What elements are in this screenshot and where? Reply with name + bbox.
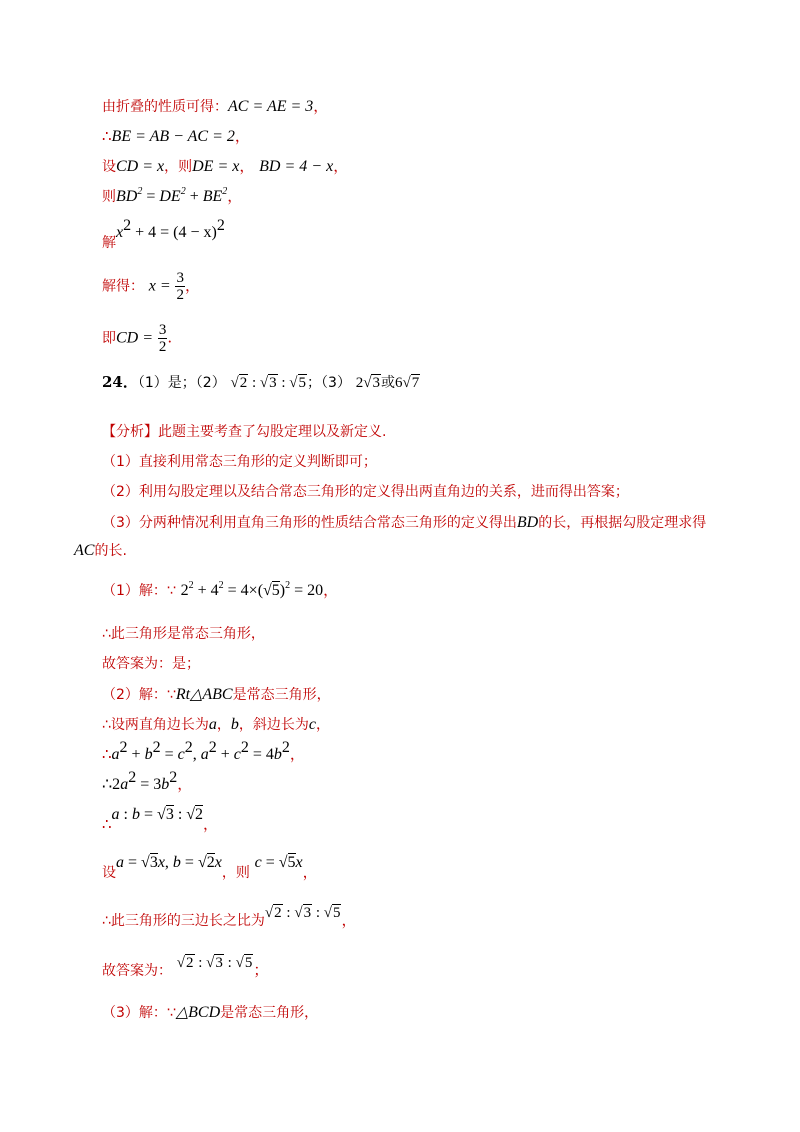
analysis-step-3	[102, 512, 706, 533]
text: 此三角形是常态三角形，	[110, 626, 265, 642]
sol1-conclusion: ∴此三角形是常态三角形，	[102, 626, 265, 642]
sol2-line-4: $\therefore 2a^2 = 3b^2$，	[102, 769, 193, 793]
line-pythag: 则$BD^2 = DE^2 + BE^2$，	[102, 186, 243, 205]
line-solve: 解$x^2 + 4 = (4 - x)^2$	[102, 217, 225, 251]
math-bd: BD = 4 − x	[259, 158, 334, 175]
text: ；（3）	[307, 375, 351, 391]
sol3-line-1	[102, 1002, 318, 1023]
text: （3）分两种情况利用直角三角形的性质结合常态三角形的定义得出	[102, 515, 517, 531]
punct: ，	[333, 157, 349, 175]
punct: ，	[239, 157, 255, 175]
text: （2）解：∵	[102, 687, 176, 703]
math-bd2: $BD^2$	[116, 186, 143, 205]
text: ，则	[164, 159, 193, 175]
question-number: 24．	[102, 373, 138, 391]
sol2-line-7: ∴此三角形的三边长之比为√2 : √3 : √5，	[102, 905, 357, 929]
punct: .	[167, 328, 173, 347]
sol2-line-8: 故答案为： √2 : √3 : √5；	[102, 955, 269, 979]
therefore: ∴	[102, 127, 112, 145]
sol2-line-3: $\therefore a^2 + b^2 = c^2$, $a^2 + c^2 = 4b^2$，	[102, 739, 305, 763]
sol2-line-5: ∴a : b = √3 : √2，	[102, 806, 219, 833]
math-eq: + 4 = (4 − x)	[131, 224, 217, 241]
answer-6sqrt7: 6√7	[394, 375, 420, 391]
math-de: DE = x	[192, 158, 240, 175]
text: 故答案为：	[102, 963, 172, 979]
fraction-3-2: $\frac{3}{2}$	[176, 270, 184, 303]
math-sum-squares: $2^2 + 4^2 = 4\times(√5)^2 = 20$	[180, 580, 324, 599]
math-x-eq: x =	[148, 277, 171, 295]
math-be: BE = AB − AC = 2	[111, 128, 235, 145]
text: 解	[102, 235, 116, 251]
text: 由折叠的性质可得：	[102, 99, 228, 115]
sol2-line-1	[102, 684, 331, 705]
text: 或	[380, 375, 395, 391]
math-ac-ae: AC = AE = 3	[228, 98, 314, 115]
text: 解得：	[102, 278, 144, 295]
line-be	[102, 126, 250, 147]
text: 设	[102, 159, 116, 175]
math-ac: AC	[74, 542, 95, 559]
sol2-line-2: ∴设两直角边长为a，b，斜边长为c，	[102, 716, 331, 733]
text: （1）是；（2）	[137, 375, 226, 391]
line-result-x	[102, 270, 200, 303]
text: 的长，再根据勾股定理求得	[538, 515, 707, 531]
text: 是常态三角形，	[232, 687, 331, 703]
math-bd: BD	[516, 514, 539, 531]
answer-24	[102, 372, 420, 393]
analysis-step-3-cont	[74, 540, 127, 561]
text: ，则	[221, 865, 250, 881]
line-fold-property	[102, 96, 328, 117]
fraction-3-2: $\frac{3}{2}$	[158, 322, 167, 355]
sol1-answer: 故答案为：是；	[102, 656, 200, 672]
math-rt-abc: Rt△ABC	[175, 686, 233, 703]
text: 则	[102, 189, 116, 205]
ratio-sqrt: √2 : √3 : √5	[230, 375, 307, 391]
punct: ，	[323, 581, 339, 599]
answer-2sqrt3: 2√3	[355, 375, 380, 391]
text: 是常态三角形，	[220, 1005, 319, 1021]
text: 设	[102, 865, 116, 881]
text: ∴此三角形的三边长之比为	[102, 913, 265, 929]
line-result-cd	[102, 322, 172, 355]
punct: ，	[234, 127, 250, 145]
punct: ，	[184, 276, 200, 295]
text: 的长.	[94, 543, 127, 559]
text: （3）解：∵	[102, 1005, 176, 1021]
analysis-step-1: （1）直接利用常态三角形的定义判断即可；	[102, 454, 377, 470]
sol2-line-6: 设a = √3x, b = √2x，则 c = √5x，	[102, 854, 318, 881]
punct: ，	[313, 97, 329, 115]
sol1-line	[102, 580, 338, 601]
math-cd: CD = x	[116, 158, 165, 175]
math-x: x	[116, 224, 124, 241]
math-bcd: △BCD	[175, 1004, 221, 1021]
line-set-cd	[102, 156, 348, 177]
analysis-head: 【分析】此题主要考查了勾股定理以及新定义.	[102, 424, 387, 440]
math-cd-eq: CD =	[116, 329, 154, 347]
analysis-step-2: （2）利用勾股定理以及结合常态三角形的定义得出两直角边的关系，进而得出答案；	[102, 484, 629, 500]
text: ，斜边长为	[238, 717, 309, 733]
text: （1）解：∵	[102, 583, 176, 599]
text: 即	[102, 330, 116, 347]
text: ∴设两直角边长为	[102, 717, 209, 733]
punct: ，	[227, 187, 243, 205]
